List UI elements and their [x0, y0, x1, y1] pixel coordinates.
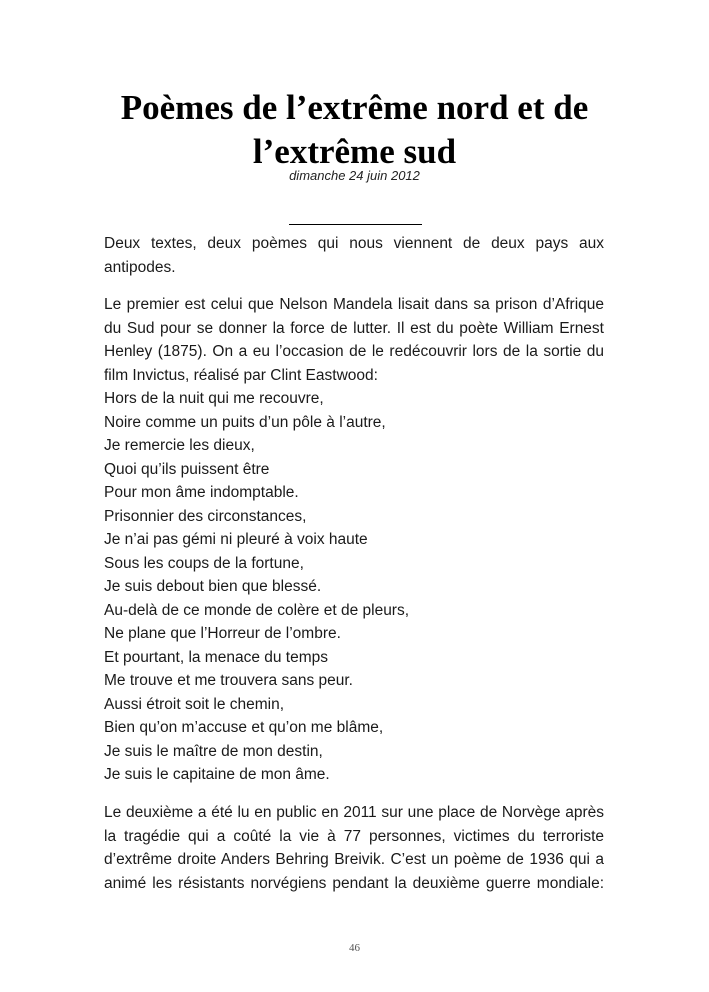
poem-line: Ne plane que l’Horreur de l’ombre.	[104, 625, 341, 642]
poem-line: Hors de la nuit qui me recouvre,	[104, 390, 324, 407]
title-divider	[289, 224, 422, 225]
intro-paragraph: Deux textes, deux poèmes qui nous viennent de deux pays aux antipodes.	[104, 235, 604, 276]
poem-line: Pour mon âme indomptable.	[104, 484, 299, 501]
publication-date: dimanche 24 juin 2012	[289, 168, 420, 183]
poem-line: Noire comme un puits d’un pôle à l’autre,	[104, 413, 386, 431]
poem-line: Je n’ai pas gémi ni pleuré à voix haute	[104, 531, 368, 548]
poem-line: Sous les coups de la fortune,	[104, 554, 304, 572]
page-title: Poèmes de l’extrême nord et de l’extrême sud	[120, 88, 589, 171]
poem-line: Je suis le maître de mon destin,	[104, 742, 323, 760]
poem-line: Je suis le capitaine de mon âme.	[104, 766, 330, 783]
invictus-poem	[104, 387, 604, 787]
poem-line: Je suis debout bien que blessé.	[104, 578, 322, 595]
poem-line: Je remercie les dieux,	[104, 437, 255, 454]
poem-line: Bien qu’on m’accuse et qu’on me blâme,	[104, 719, 384, 736]
poem-line: Prisonnier des circonstances,	[104, 507, 307, 525]
poem-line: Au-delà de ce monde de colère et de pleurs,	[104, 601, 410, 619]
poem-line: Me trouve et me trouvera sans peur.	[104, 672, 353, 689]
poem-line: Quoi qu’ils puissent être	[104, 460, 270, 478]
page-number: 46	[349, 942, 360, 954]
first-poem-intro-paragraph: Le premier est celui que Nelson Mandela lisait dans sa prison d’Afrique du Sud pour se donner la force de lutter. Il est du poète William Ernest Henley (1875). On a eu l’occasion de le redécouvrir lors de la sortie du film Invictus, réalisé par Clint Eastwood:	[104, 296, 604, 384]
poem-line: Et pourtant, la menace du temps	[104, 648, 329, 666]
poem-line: Aussi étroit soit le chemin,	[104, 695, 285, 713]
second-poem-intro-paragraph: Le deuxième a été lu en public en 2011 sur une place de Norvège après la tragédie qui a coûté la vie à 77 personnes, victimes du terroriste d’extrême droite Anders Behring Breivik. C’est un poème de 1936 qui a animé les résistants norvégiens pendant la deuxième guerre mondiale:	[104, 804, 604, 892]
